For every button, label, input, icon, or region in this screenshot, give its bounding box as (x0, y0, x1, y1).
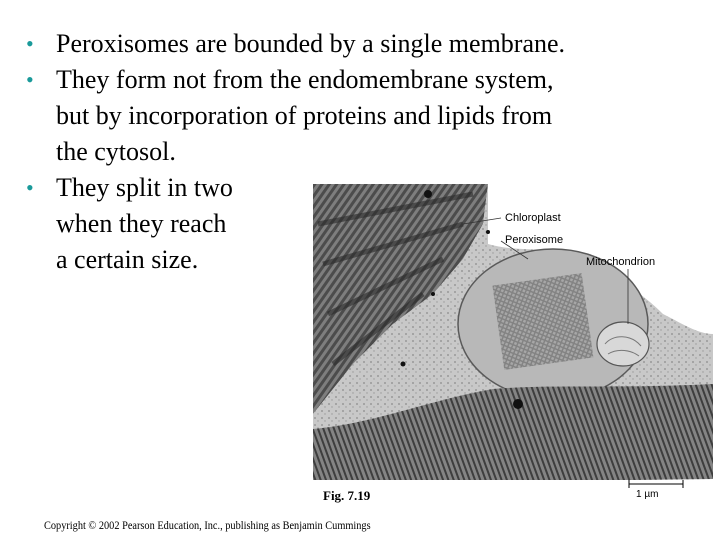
bullet-line: when they reach (56, 209, 227, 238)
mitochondrion (597, 322, 649, 366)
bullet-dot: • (26, 67, 34, 92)
figure-caption: Fig. 7.19 (323, 488, 371, 503)
scale-bar-label: 1 µm (636, 489, 659, 500)
bullet-line: They split in two (56, 173, 233, 202)
label-peroxisome: Peroxisome (505, 234, 564, 246)
bullet-line: a certain size. (56, 245, 199, 274)
bullet-dot: • (26, 31, 34, 56)
bullet-line: the cytosol. (56, 137, 176, 166)
bullet-line: but by incorporation of proteins and lipids from (56, 101, 553, 130)
bullet-line: Peroxisomes are bounded by a single membrane. (56, 29, 566, 58)
bullet-item (22, 26, 712, 62)
label-mitochondrion: Mitochondrion (586, 256, 656, 268)
bullet-item (22, 62, 712, 170)
bullet-line: They form not from the endomembrane system, (56, 65, 554, 94)
label-chloroplast: Chloroplast (505, 212, 561, 224)
bullet-dot: • (26, 175, 34, 200)
micrograph-figure (313, 184, 713, 510)
copyright-notice: Copyright © 2002 Pearson Education, Inc., publishing as Benjamin Cummings (44, 518, 371, 532)
